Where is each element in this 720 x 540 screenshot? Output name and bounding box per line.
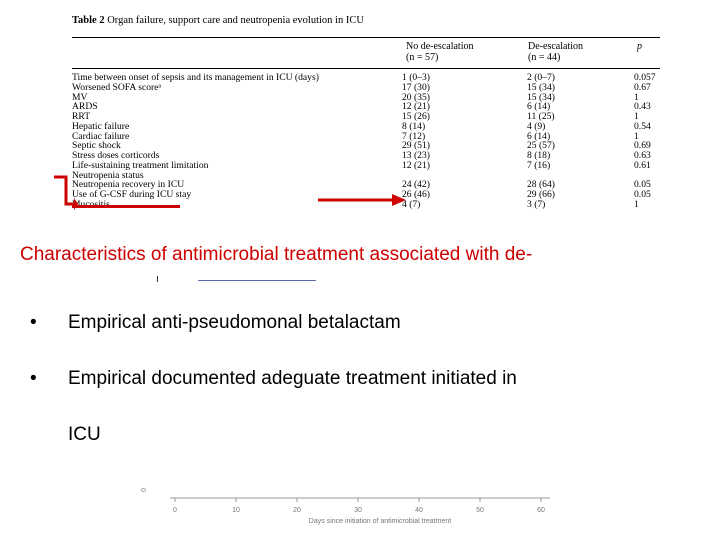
row-label: ARDS [72, 101, 98, 113]
header-p: p [637, 41, 642, 52]
table-number: Table 2 [72, 15, 105, 26]
row-label: Stress doses corticords [72, 150, 160, 161]
axis-fragment [140, 478, 570, 528]
row-label: Neutropenia status [72, 169, 144, 181]
faded-tick [157, 276, 158, 282]
bullet-text: ICU [68, 424, 101, 445]
row-deescalation: 3 (7) [527, 198, 546, 210]
bullet-text: Empirical anti-pseudomonal betalactam [68, 312, 401, 333]
table-row: Worsened SOFA scoreᵃ 17 (30) 15 (34) 0.67 [72, 81, 651, 93]
axis-tick-label: 30 [354, 507, 362, 514]
table-header-rule [72, 68, 660, 69]
row-deescalation: 28 (64) [527, 179, 555, 191]
row-label: Use of G-CSF during ICU stay [72, 189, 192, 200]
row-p-value: 0.057 [634, 72, 656, 83]
bullet-marker: • [30, 312, 37, 333]
axis-tick-label: 50 [476, 507, 484, 514]
row-deescalation: 15 (34) [527, 91, 555, 103]
table-row: ARDS 12 (21) 6 (14) 0.43 [72, 101, 651, 113]
table-row: 4 (7) 3 (7) 1 [72, 200, 660, 210]
row-label: RRT [72, 111, 91, 122]
axis-tick-label: 10 [232, 507, 240, 514]
axis-y-fragment: 0 [141, 488, 148, 492]
table-row: Time between onset of sepsis and its management in ICU (days) 1 (0–3) 2 (0–7) 0.057 [72, 72, 656, 83]
row-p-value: 0.69 [634, 140, 651, 152]
row-p-value: 0.05 [634, 179, 651, 191]
row-deescalation: 4 (9) [527, 120, 546, 132]
row-label: Time between onset of sepsis and its management in ICU (days) [72, 72, 319, 83]
slide-caption: Characteristics of antimicrobial treatment associated with de- [20, 244, 533, 265]
row-label: Septic shock [72, 140, 121, 152]
row-deescalation: 8 (18) [527, 150, 551, 161]
axis-tick-label: 0 [173, 507, 177, 514]
row-p-value: 0.63 [634, 150, 651, 161]
row-p-value: 0.54 [634, 120, 651, 132]
table-row: RRT 15 (26) 11 (25) 1 [72, 111, 639, 122]
faded-underline [198, 280, 316, 281]
table-row: Septic shock 29 (51) 25 (57) 0.69 [72, 140, 651, 152]
row-deescalation: 7 (16) [527, 159, 551, 171]
table-row: Hepatic failure 8 (14) 4 (9) 0.54 [72, 120, 651, 132]
header-deescalation-n: (n = 44) [528, 52, 561, 63]
header-no-deescalation-n: (n = 57) [406, 52, 439, 63]
row-p-value: 1 [634, 130, 639, 142]
row-deescalation: 11 (25) [527, 111, 555, 122]
header-no-deescalation [406, 41, 473, 63]
row-deescalation: 25 (57) [527, 140, 555, 152]
header-deescalation-label: De-escalation [528, 41, 583, 52]
row-label: Neutropenia recovery in ICU [72, 179, 185, 191]
row-deescalation: 6 (14) [527, 130, 551, 142]
row-label: MV [72, 91, 88, 103]
table-row: Cardiac failure 7 (12) 6 (14) 1 [72, 130, 639, 142]
row-p-value: 0.43 [634, 101, 651, 113]
row-deescalation: 29 (66) [527, 189, 555, 200]
table-row: Stress doses corticords 13 (23) 8 (18) 0.63 [72, 150, 651, 161]
table-row: MV 20 (35) 15 (34) 1 [72, 91, 639, 103]
table-title-text: Organ failure, support care and neutropenia evolution in ICU [104, 15, 364, 26]
table-title [72, 15, 364, 26]
row-p-value: 0.67 [634, 81, 651, 93]
axis-tick-label: 40 [415, 507, 423, 514]
row-label: Life-sustaining treatment limitation [72, 159, 209, 171]
bullet-marker: • [30, 368, 37, 389]
row-label: Worsened SOFA scoreᵃ [72, 81, 162, 93]
axis-tick-label: 20 [293, 507, 301, 514]
row-deescalation: 6 (14) [527, 101, 551, 113]
right-arrow-icon [318, 192, 406, 208]
row-p-value: 1 [634, 91, 639, 103]
table-top-rule [72, 37, 660, 38]
row-deescalation: 2 (0–7) [527, 72, 555, 83]
bullet-text: Empirical documented adeguate treatment initiated in [68, 368, 517, 389]
axis-x-label: Days since initiation of antimicrobial treatment [308, 518, 452, 525]
axis-tick-label: 60 [537, 507, 545, 514]
row-label: Cardiac failure [72, 130, 130, 142]
row-label: Hepatic failure [72, 120, 130, 132]
row-p-value: 0.61 [634, 159, 651, 171]
row-p-value: 0.05 [634, 189, 651, 200]
table-row: Neutropenia recovery in ICU 24 (42) 28 (64) 0.05 [72, 179, 651, 191]
row-p-value: 1 [634, 111, 639, 122]
row-deescalation: 15 (34) [527, 81, 555, 93]
table-row: Life-sustaining treatment limitation 12 (21) 7 (16) 0.61 [72, 159, 651, 171]
table-row: Use of G-CSF during ICU stay 26 (46) 29 (66) 0.05 [72, 189, 651, 200]
underline-marker [72, 205, 180, 208]
row-p-value: 1 [634, 198, 639, 210]
header-deescalation [528, 41, 583, 63]
header-no-deescalation-label: No de-escalation [406, 41, 474, 52]
